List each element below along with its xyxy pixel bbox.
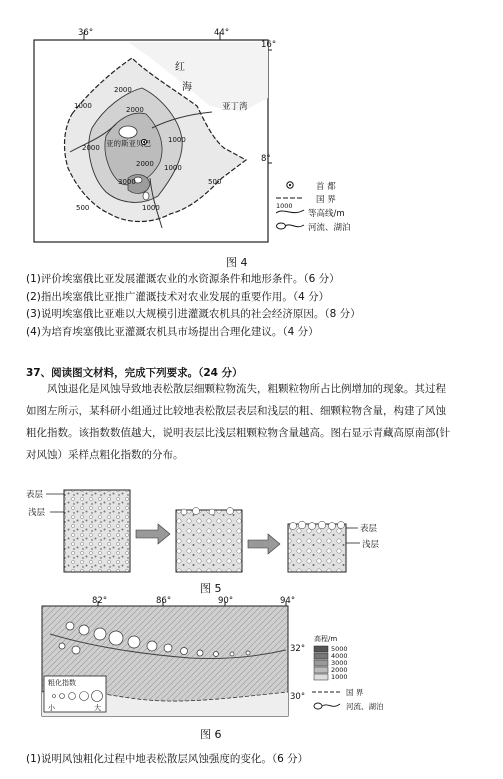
fig6-elev-5000: 5000 [331,645,348,653]
figure-4-caption: 图 4 [226,256,248,269]
fig6-index-small: 小 [48,704,55,712]
fig6-lat-30: 30° [290,692,306,702]
fig5-shallow-label: 浅层 [28,508,46,518]
fig6-lon-82: 82° [92,596,108,606]
contour-label: 2000 [126,106,144,114]
capital-symbol-icon [285,180,295,193]
contour-label: 3000 [118,178,136,186]
q37-line-2: 如图左所示，某科研小组通过比较地表松散层表层和浅层的粗、细颗粒物含量，构建了风蚀 [26,405,446,417]
contour-label: 2000 [82,144,100,152]
fig6-border-legend: 国 界 [346,688,364,697]
fig4-lat-8: 8° [261,154,271,164]
fig4-lat-16: 16° [261,40,277,50]
fig6-river-legend: 河流、湖泊 [346,702,384,711]
fig4-lon-36: 36° [78,28,94,38]
fig5-surface-label: 表层 [26,490,44,500]
contour-label: 1000 [164,164,182,172]
fig5-shallow-label-right: 浅层 [362,540,380,550]
q37-title: 37、阅读图文材料，完成下列要求。（24 分） [26,367,243,379]
q37-paragraph [26,378,481,466]
q37-line-3: 粗化指数。该指数数值越大，说明表层比浅层粗颗粒物含量越高。图右显示青藏高原南部(针 [26,427,451,439]
addis-ababa-label: 亚的斯亚贝巴 [106,139,151,148]
fig6-lon-94: 94° [280,596,296,606]
contour-label: 1000 [168,136,186,144]
fig6-lon-90: 90° [218,596,234,606]
fig6-elev-3000: 3000 [331,659,348,667]
q37-line-4: 对风蚀）采样点粗化指数的分布。 [26,449,184,461]
q36-item-1: (1)评价埃塞俄比亚发展灌溉农业的水资源条件和地形条件。（6 分） [26,273,340,285]
contour-label: 2000 [114,86,132,94]
figure-4-legend: 首 都 国 界 1000 等高线/m 河流、湖泊 [276,182,351,233]
fig6-index-title: 粗化指数 [48,679,76,687]
contour-label: 500 [76,204,90,212]
figure-5-caption: 图 5 [200,582,222,595]
figure-4-map [32,28,277,244]
q37-line-1: 风蚀退化是风蚀导致地表松散层细颗粒物流失，粗颗粒物所占比例增加的现象。其过程 [47,383,446,395]
tibet-coarsening-map [40,596,420,718]
wind-erosion-process-diagram [26,488,406,578]
fig6-lat-32: 32° [290,644,306,654]
river-lake-icon [276,220,306,235]
figure-6-caption: 图 6 [200,728,222,741]
fig6-index-big: 大 [94,704,101,712]
contour-label: 500 [208,178,222,186]
fig6-elev-title: 高程/m [314,635,338,643]
fig6-elev-1000: 1000 [331,673,348,681]
q37-sub-item-1: (1)说明风蚀粗化过程中地表松散层风蚀强度的变化。（6 分） [26,753,309,765]
fig6-elev-4000: 4000 [331,652,348,660]
fig6-lon-86: 86° [156,596,172,606]
fig4-lon-44: 44° [214,28,230,38]
contour-label: 2000 [136,160,154,168]
fig6-elev-2000: 2000 [331,666,348,674]
contour-label: 1000 [74,102,92,110]
contour-label: 1000 [142,204,160,212]
gulf-of-aden-label: 亚丁湾 [222,102,248,112]
q36-item-2: (2)指出埃塞俄比亚推广灌溉技术对农业发展的重要作用。（4 分） [26,291,330,303]
figure-5-diagram [26,488,406,578]
red-sea-label-1: 红 [175,62,185,73]
q36-item-3: (3)说明埃塞俄比亚难以大规模引进灌溉农机具的社会经济原因。（8 分） [26,308,361,320]
fig5-surface-label-right: 表层 [360,524,378,534]
red-sea-label-2: 海 [182,82,192,93]
figure-6-map [40,596,420,718]
q36-item-4: (4)为培育埃塞俄比亚灌溉农机具市场提出合理化建议。（4 分） [26,326,319,338]
